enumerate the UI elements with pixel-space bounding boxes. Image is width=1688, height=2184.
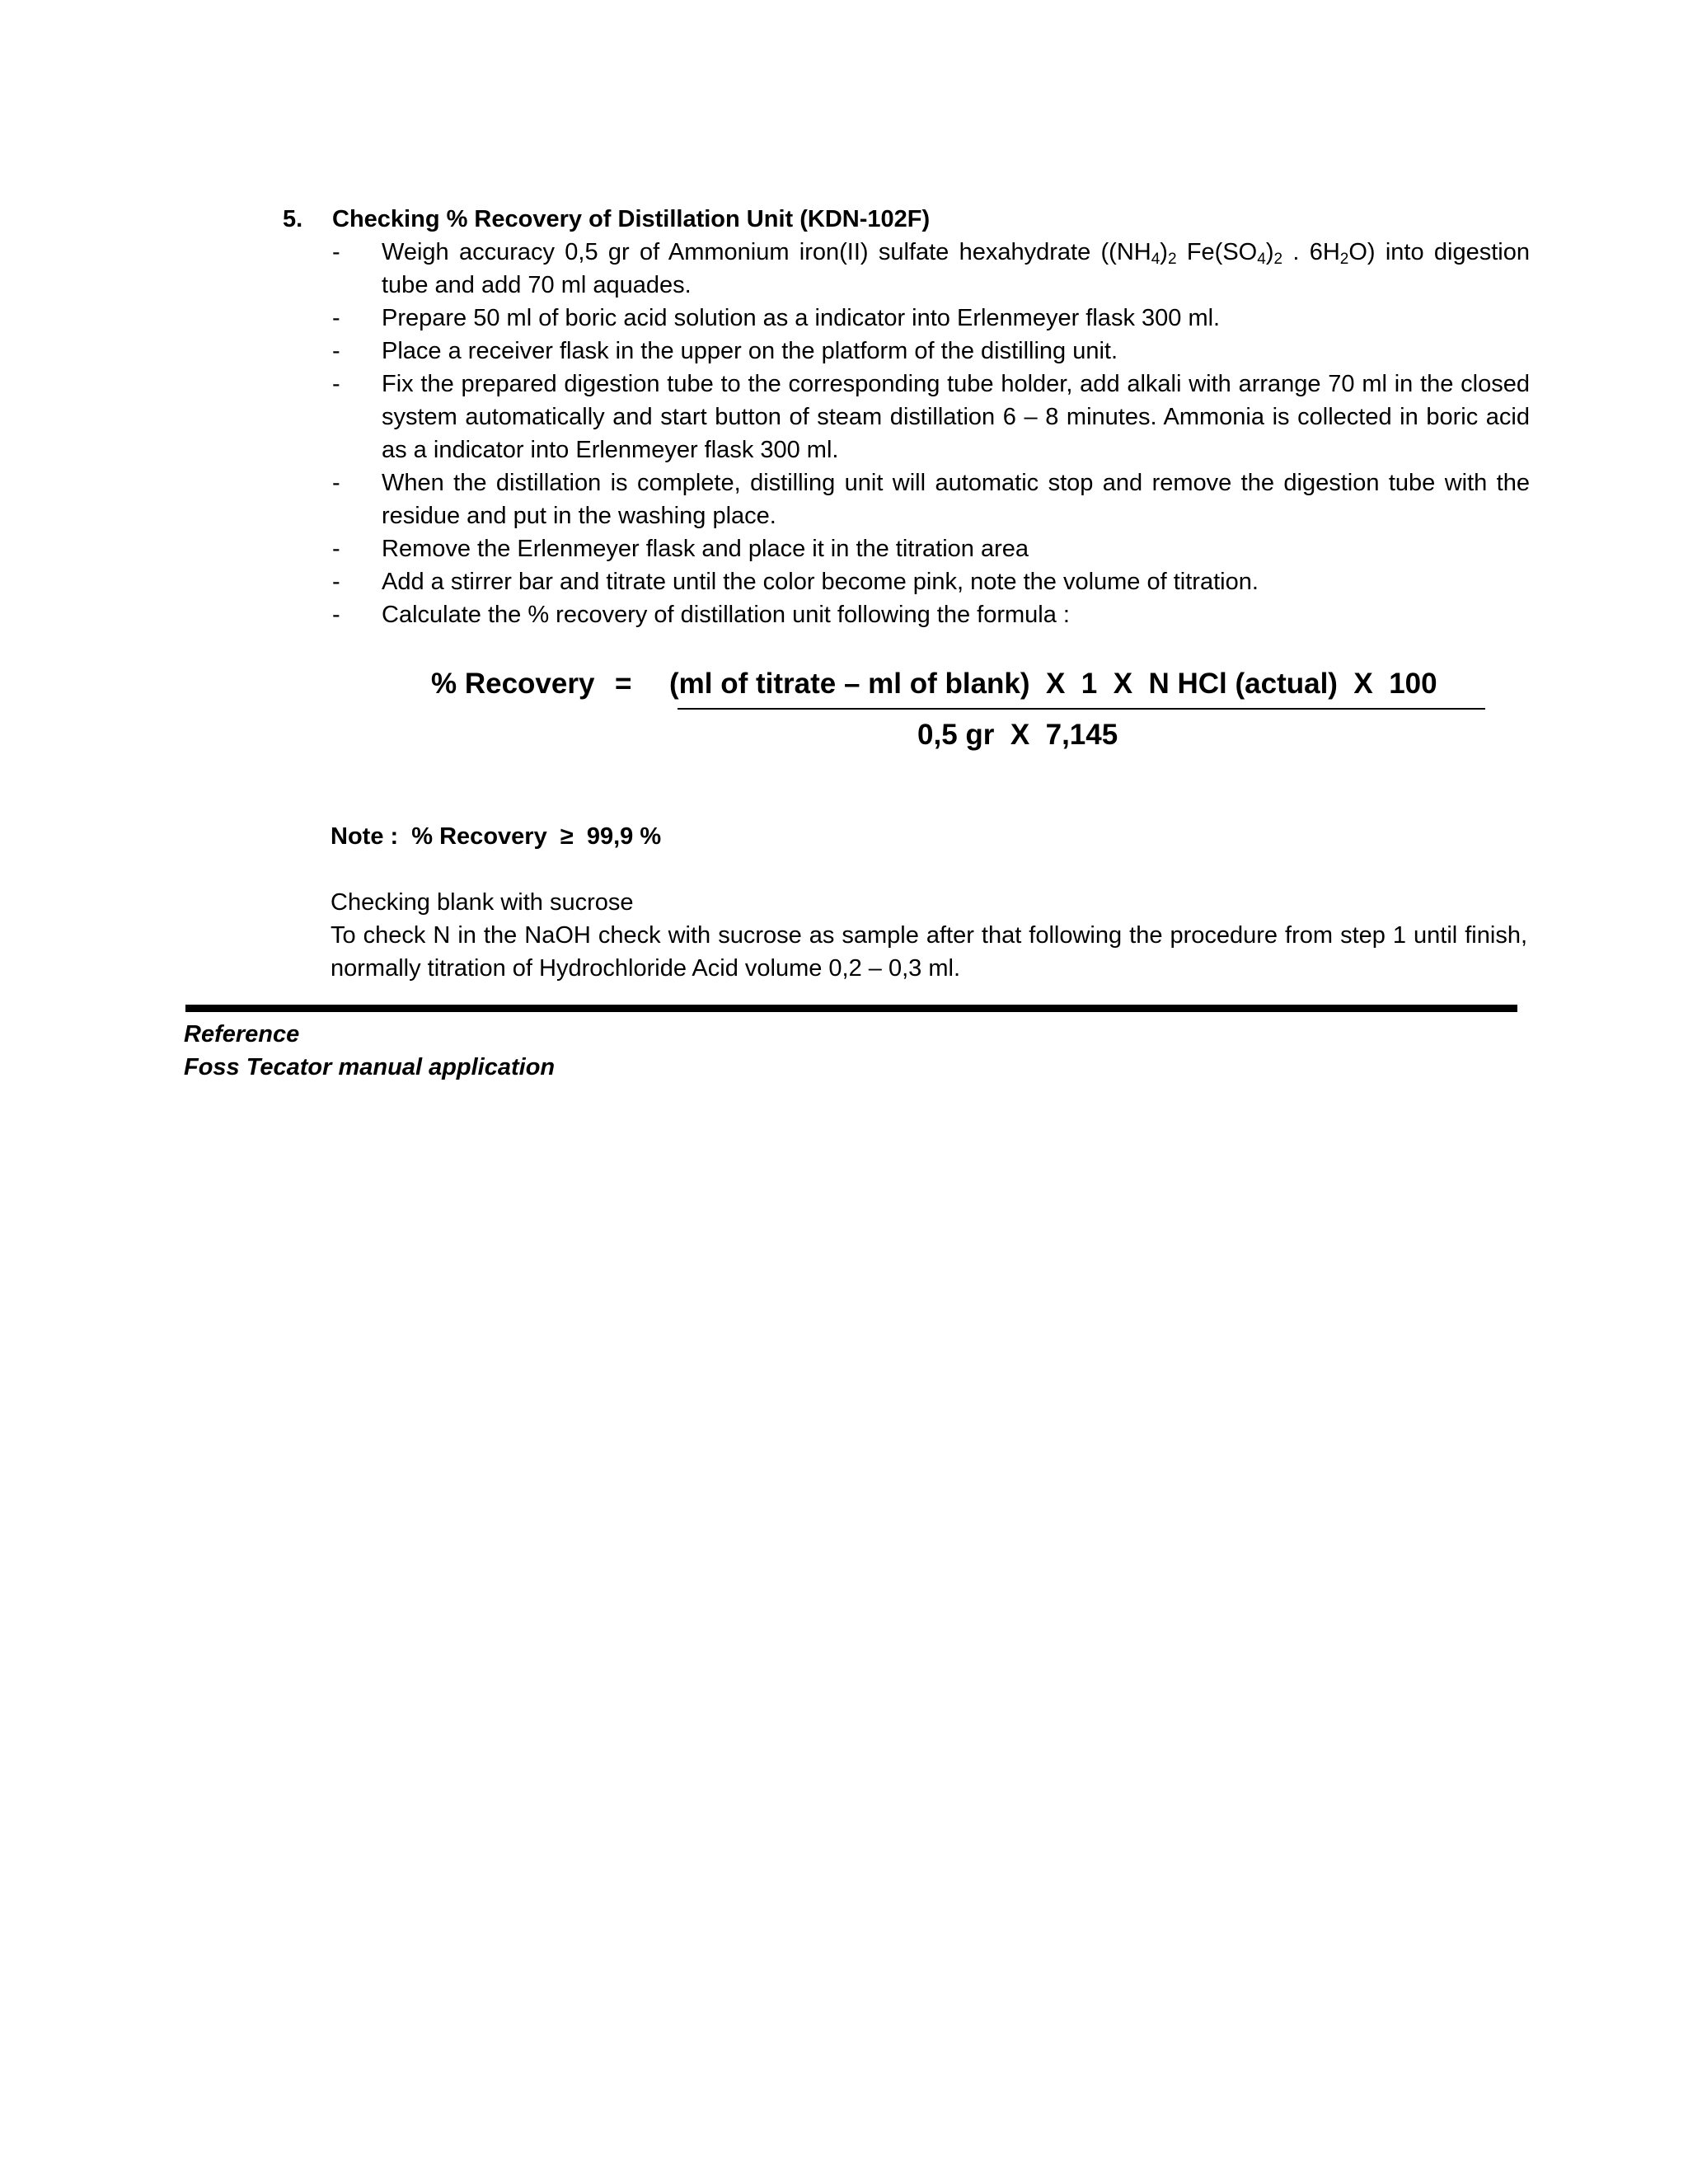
list-item-text: Calculate the % recovery of distillation unit following the formula : bbox=[382, 602, 1070, 628]
list-item-text: Add a stirrer bar and titrate until the color become pink, note the volume of titration. bbox=[382, 569, 1259, 595]
list-item bbox=[332, 302, 1530, 335]
list-item bbox=[332, 598, 1530, 631]
bullet-dash: - bbox=[332, 470, 340, 496]
list-item-text: Place a receiver flask in the upper on the platform of the distilling unit. bbox=[382, 338, 1118, 364]
recovery-formula bbox=[0, 663, 1688, 762]
bullet-dash: - bbox=[332, 305, 340, 331]
list-item bbox=[332, 236, 1530, 302]
list-item bbox=[332, 532, 1530, 565]
section-title: Checking % Recovery of Distillation Unit (KDN-102F) bbox=[332, 206, 931, 232]
formula-lhs: % Recovery bbox=[431, 668, 595, 700]
recovery-note: Note : % Recovery ≥ 99,9 % bbox=[331, 823, 662, 850]
list-item bbox=[332, 335, 1530, 368]
list-item-text: Weigh accuracy 0,5 gr of Ammonium iron(II) sulfate hexahydrate ($(NH_4)_2$ $Fe(SO_4)_2$ . $6H_2O$) into digestion tube and add 70 ml aquades. bbox=[382, 239, 1530, 298]
bullet-dash: - bbox=[332, 536, 340, 562]
list-item-text: Remove the Erlenmeyer flask and place it in the titration area bbox=[382, 536, 1029, 562]
reference-source: Foss Tecator manual application bbox=[184, 1054, 556, 1080]
list-item bbox=[332, 565, 1530, 598]
reference-heading: Reference bbox=[184, 1021, 300, 1047]
bullet-dash: - bbox=[332, 569, 340, 595]
bullet-dash: - bbox=[332, 371, 340, 397]
fraction-bar bbox=[678, 708, 1485, 710]
bullet-dash: - bbox=[332, 602, 340, 628]
bullet-dash: - bbox=[332, 239, 340, 265]
reference-block bbox=[184, 1018, 555, 1084]
section-heading bbox=[283, 203, 1530, 236]
list-item-text: Fix the prepared digestion tube to the corresponding tube holder, add alkali with arrange 70 ml in the closed system automatically and start button of steam distillation 6 – 8 minutes. Ammonia is collected in boric acid as a indicator into Erlenmeyer flask 300 ml. bbox=[382, 371, 1530, 463]
section-number: 5. bbox=[283, 206, 303, 232]
list-item-text: When the distillation is complete, distilling unit will automatic stop and remove the digestion tube with the residue and put in the washing place. bbox=[382, 470, 1530, 529]
procedure-list bbox=[283, 236, 1530, 631]
blank-check-title: Checking blank with sucrose bbox=[331, 889, 634, 916]
list-item bbox=[332, 466, 1530, 532]
formula-equals: = bbox=[615, 668, 632, 700]
formula-numerator: (ml of titrate – ml of blank) X 1 X N HCl (actual) X 100 bbox=[669, 668, 1437, 700]
list-item bbox=[332, 368, 1530, 466]
list-item-text: Prepare 50 ml of boric acid solution as a indicator into Erlenmeyer flask 300 ml. bbox=[382, 305, 1221, 331]
formula-denominator: 0,5 gr X 7,145 bbox=[917, 719, 1118, 751]
blank-check-block bbox=[331, 886, 1527, 985]
blank-check-text: To check N in the NaOH check with sucrose as sample after that following the procedure from step 1 until finish, normally titration of Hydrochloride Acid volume 0,2 – 0,3 ml. bbox=[331, 922, 1527, 982]
recovery-section bbox=[283, 203, 1530, 631]
horizontal-divider bbox=[185, 1005, 1517, 1012]
bullet-dash: - bbox=[332, 338, 340, 364]
